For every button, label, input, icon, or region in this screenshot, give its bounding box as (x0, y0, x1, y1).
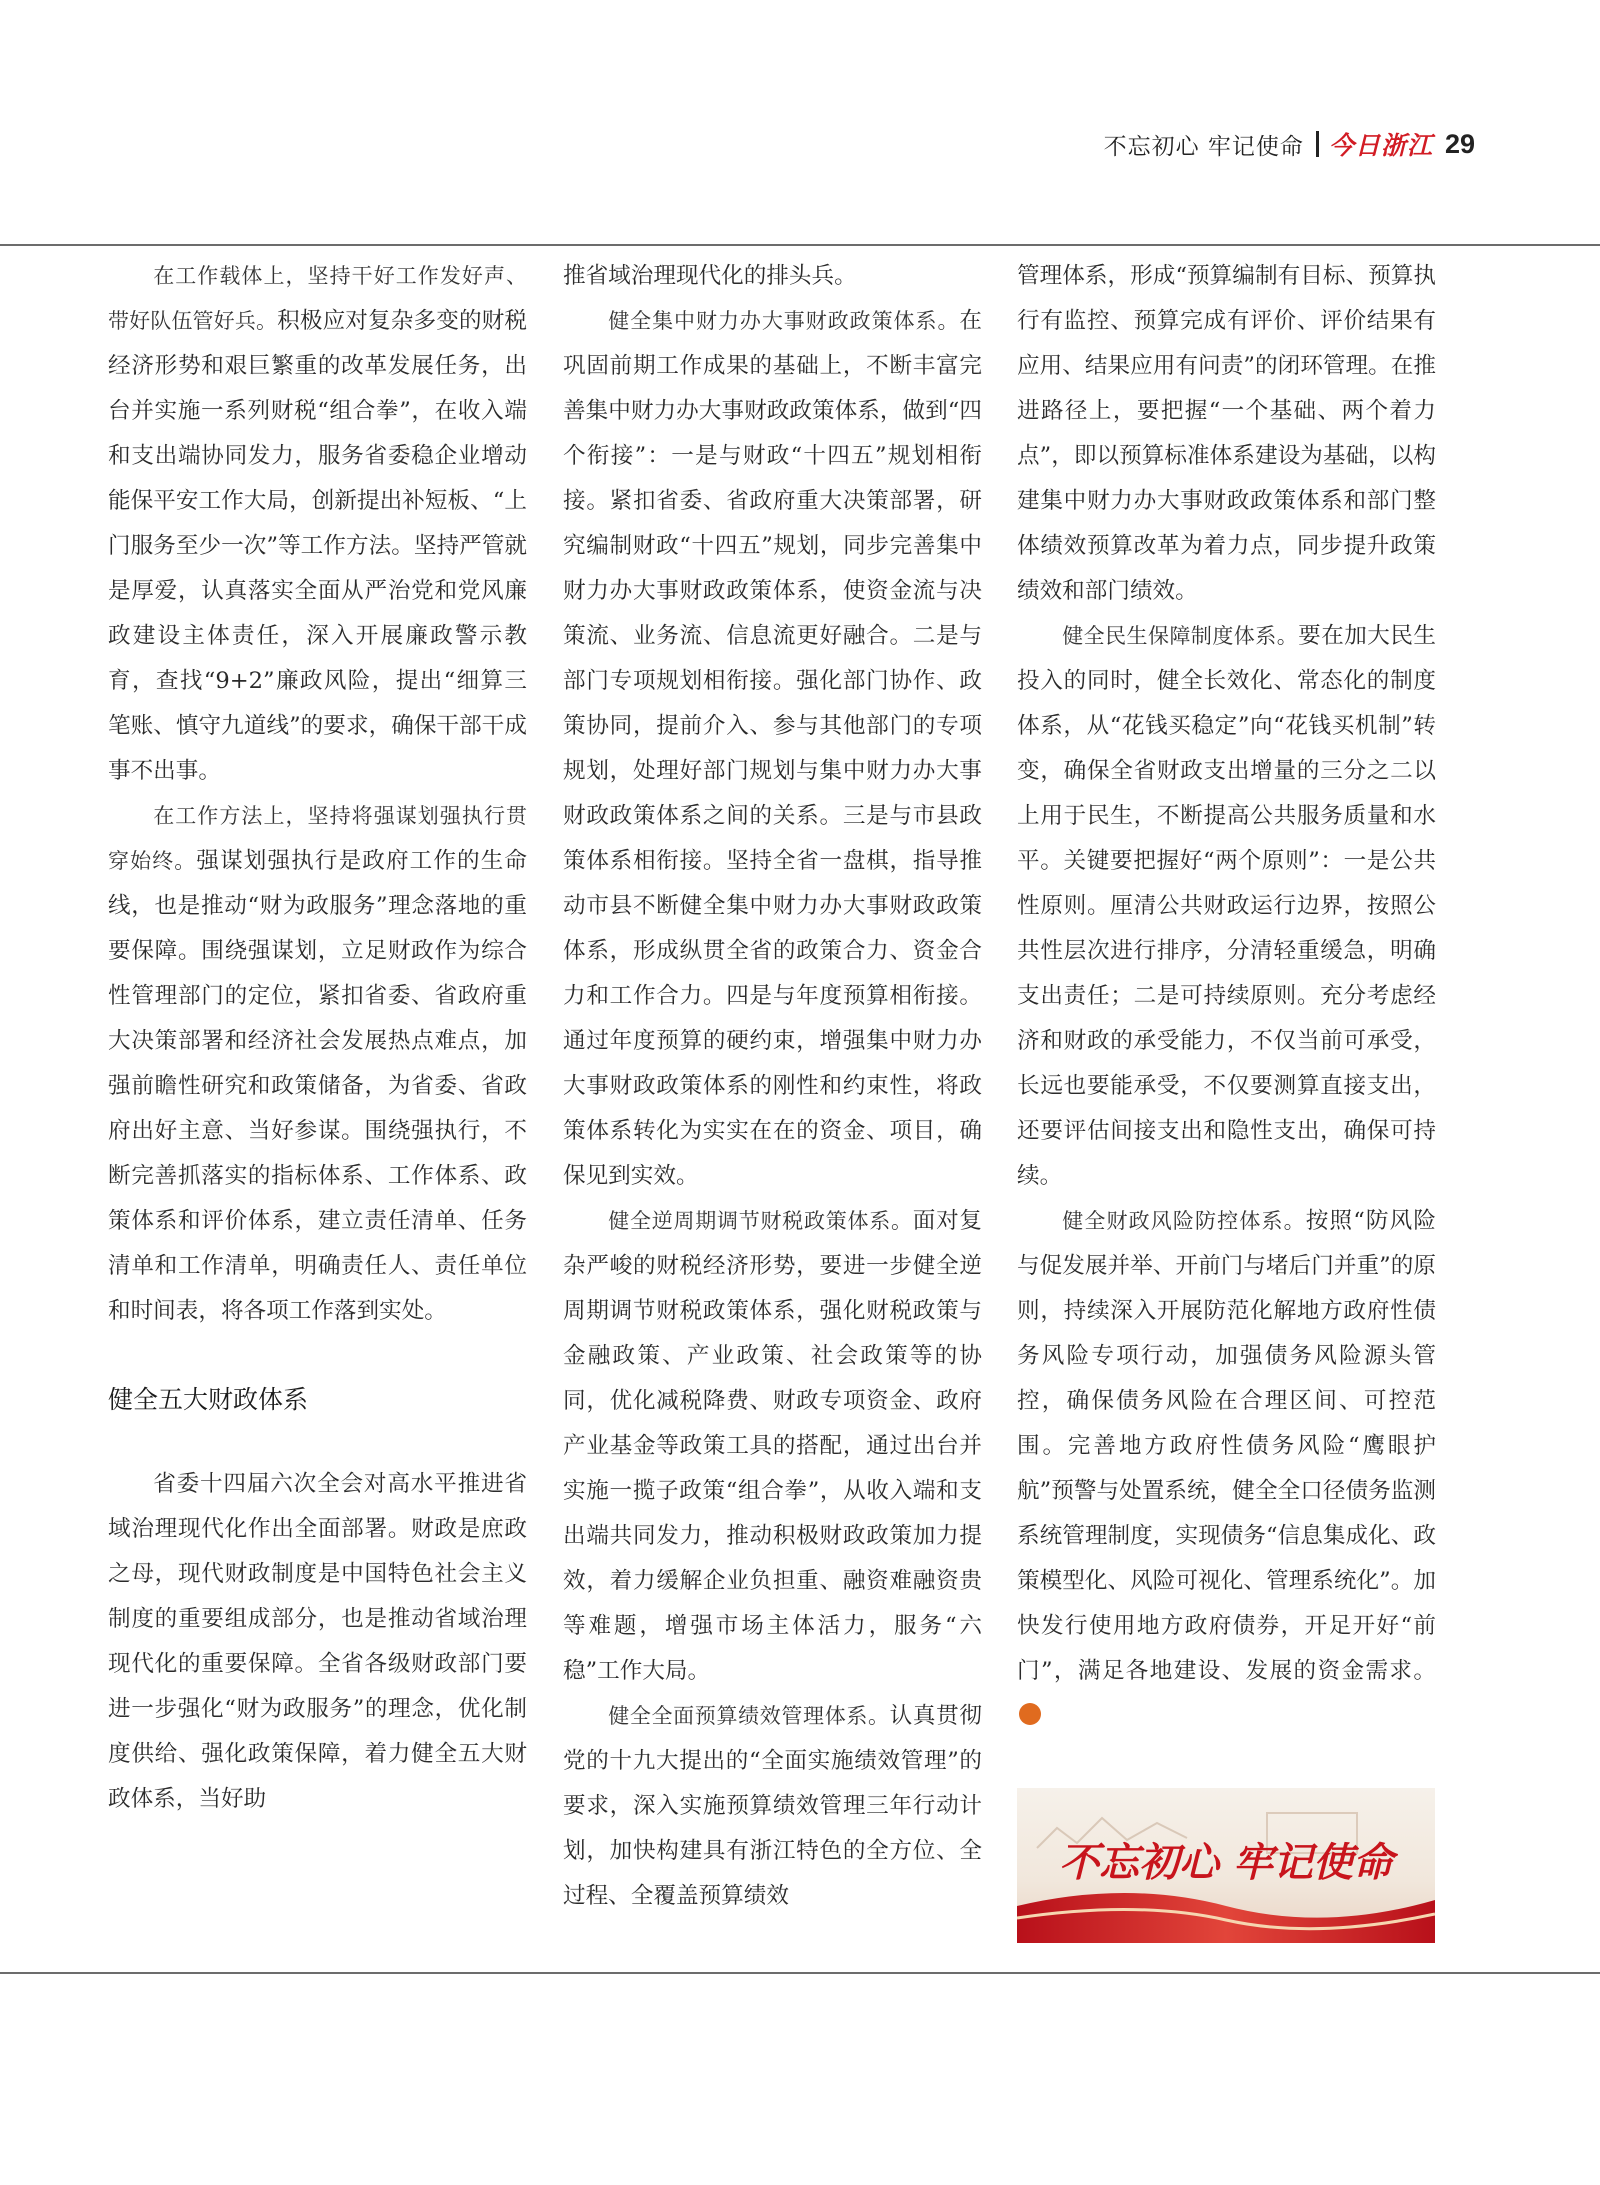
paragraph-lead: 健全财政风险防控体系。 (1062, 1209, 1306, 1233)
paragraph (1017, 614, 1436, 1199)
column-2 (563, 254, 982, 1919)
paragraph-lead: 健全民生保障制度体系。 (1062, 624, 1299, 648)
page-header (1104, 126, 1475, 162)
paragraph-body: 积极应对复杂多变的财税经济形势和艰巨繁重的改革发展任务，出台并实施一系列财税“组合拳”，在收入端和支出端协同发力，服务省委稳企业增动能保平安工作大局，创新提出补短板、“上门服务至少一次”等工作方法。坚持严管就是厚爱，认真落实全面从严治党和党风廉政建设主体责任，深入开展廉政警示教育，查找“9+2”廉政风险，提出“细算三笔账、慎守九道线”的要求，确保干部干成事不出事。 (108, 308, 528, 784)
page-number: 29 (1444, 128, 1475, 159)
header-separator (1316, 131, 1319, 157)
paragraph-body: 认真贯彻党的十九大提出的“全面实施绩效管理”的要求，深入实施预算绩效管理三年行动计划，加快构建具有浙江特色的全方位、全过程、全覆盖预算绩效 (563, 1703, 983, 1909)
header-slogan: 不忘初心 牢记使命 (1103, 133, 1304, 160)
paragraph (108, 794, 527, 1334)
paragraph-continued: 管理体系，形成“预算编制有目标、预算执行有监控、预算完成有评价、评价结果有应用、结果应用有问责”的闭环管理。在推进路径上，要把握“一个基础、两个着力点”，即以预算标准体系建设为基础，以构建集中财力办大事财政政策体系和部门整体绩效预算改革为着力点，同步提升政策绩效和部门绩效。 (1017, 263, 1436, 604)
paragraph-body: 要在加大民生投入的同时，健全长效化、常态化的制度体系，从“花钱买稳定”向“花钱买机制”转变，确保全省财政支出增量的三分之二以上用于民生，不断提高公共服务质量和水平。关键要把握好“两个原则”：一是公共性原则。厘清公共财政运行边界，按照公共性层次进行排序，分清轻重缓急，明确支出责任；二是可持续原则。充分考虑经济和财政的承受能力，不仅当前可承受，长远也要能承受，不仅要测算直接支出，还要评估间接支出和隐性支出，确保可持续。 (1017, 623, 1436, 1189)
paragraph (563, 299, 982, 1199)
paragraph-continued: 推省域治理现代化的排头兵。 (563, 263, 857, 289)
paragraph (563, 1199, 982, 1694)
paragraph (1017, 1199, 1436, 1739)
paragraph-lead: 健全全面预算绩效管理体系。 (608, 1704, 890, 1728)
paragraph-lead: 健全集中财力办大事财政政策体系。 (608, 309, 960, 333)
paragraph-body: 在巩固前期工作成果的基础上，不断丰富完善集中财力办大事财政政策体系，做到“四个衔接”：一是与财政“十四五”规划相衔接。紧扣省委、省政府重大决策部署，研究编制财政“十四五”规划，同步完善集中财力办大事财政政策体系，使资金流与决策流、业务流、信息流更好融合。二是与部门专项规划相衔接。强化部门协作、政策协同，提前介入、参与其他部门的专项规划，处理好部门规划与集中财力办大事财政政策体系之间的关系。三是与市县政策体系相衔接。坚持全省一盘棋，指导推动市县不断健全集中财力办大事财政政策体系，形成纵贯全省的政策合力、资金合力和工作合力。四是与年度预算相衔接。通过年度预算的硬约束，增强集中财力办大事财政政策体系的刚性和约束性，将政策体系转化为实实在在的资金、项目，确保见到实效。 (563, 308, 982, 1189)
paragraph-body: 面对复杂严峻的财税经济形势，要进一步健全逆周期调节财税政策体系，强化财税政策与金融政策、产业政策、社会政策等的协同，优化减税降费、财政专项资金、政府产业基金等政策工具的搭配，通过出台并实施一揽子政策“组合拳”，从收入端和支出端共同发力，推动积极财政政策加力提效，着力缓解企业负担重、融资难融资贵等难题，增强市场主体活力，服务“六稳”工作大局。 (563, 1208, 983, 1684)
paragraph-lead: 在工作方法上，坚持将强谋划强执行贯穿始终。 (108, 804, 527, 873)
paragraph-lead: 在工作载体上，坚持干好工作发好声、带好队伍管好兵。 (108, 264, 527, 333)
section-heading: 健全五大财政体系 (108, 1385, 309, 1414)
top-rule (0, 244, 1600, 246)
bottom-rule (0, 1972, 1600, 1974)
paragraph-lead: 健全逆周期调节财税政策体系。 (608, 1209, 913, 1233)
paragraph (108, 254, 527, 794)
paragraph-body: 强谋划强执行是政府工作的生命线，也是推动“财为政服务”理念落地的重要保障。围绕强谋划，立足财政作为综合性管理部门的定位，紧扣省委、省政府重大决策部署和经济社会发展热点难点，加强前瞻性研究和政策储备，为省委、省政府出好主意、当好参谋。围绕强执行，不断完善抓落实的指标体系、工作体系、政策体系和评价体系，建立责任清单、任务清单和工作清单，明确责任人、责任单位和时间表，将各项工作落到实处。 (108, 848, 528, 1324)
banner-slogan-text: 不忘初心 牢记使命 (1059, 1839, 1393, 1886)
brand-logo: 今日浙江 (1328, 131, 1433, 160)
paragraph (563, 1694, 982, 1919)
paragraph: 省委十四届六次全会对高水平推进省域治理现代化作出全面部署。财政是庶政之母，现代财政制度是中国特色社会主义制度的重要组成部分，也是推动省域治理现代化的重要保障。全省各级财政部门要进一步强化“财为政服务”的理念，优化制度供给、强化政策保障，着力健全五大财政体系，当好助 (108, 1471, 527, 1812)
banner-graphic (1017, 1788, 1435, 1943)
end-mark-icon (1019, 1703, 1041, 1725)
slogan-banner-image (1017, 1788, 1435, 1943)
column-1 (108, 254, 527, 1822)
paragraph-body: 按照“防风险与促发展并举、开前门与堵后门并重”的原则，持续深入开展防范化解地方政府性债务风险专项行动，加强债务风险源头管控，确保债务风险在合理区间、可控范围。完善地方政府性债务风险“鹰眼护航”预警与处置系统，健全全口径债务监测系统管理制度，实现债务“信息集成化、政策模型化、风险可视化、管理系统化”。加快发行使用地方政府债券，开足开好“前门”，满足各地建设、发展的资金需求。 (1017, 1208, 1436, 1684)
column-3 (1017, 254, 1436, 1739)
